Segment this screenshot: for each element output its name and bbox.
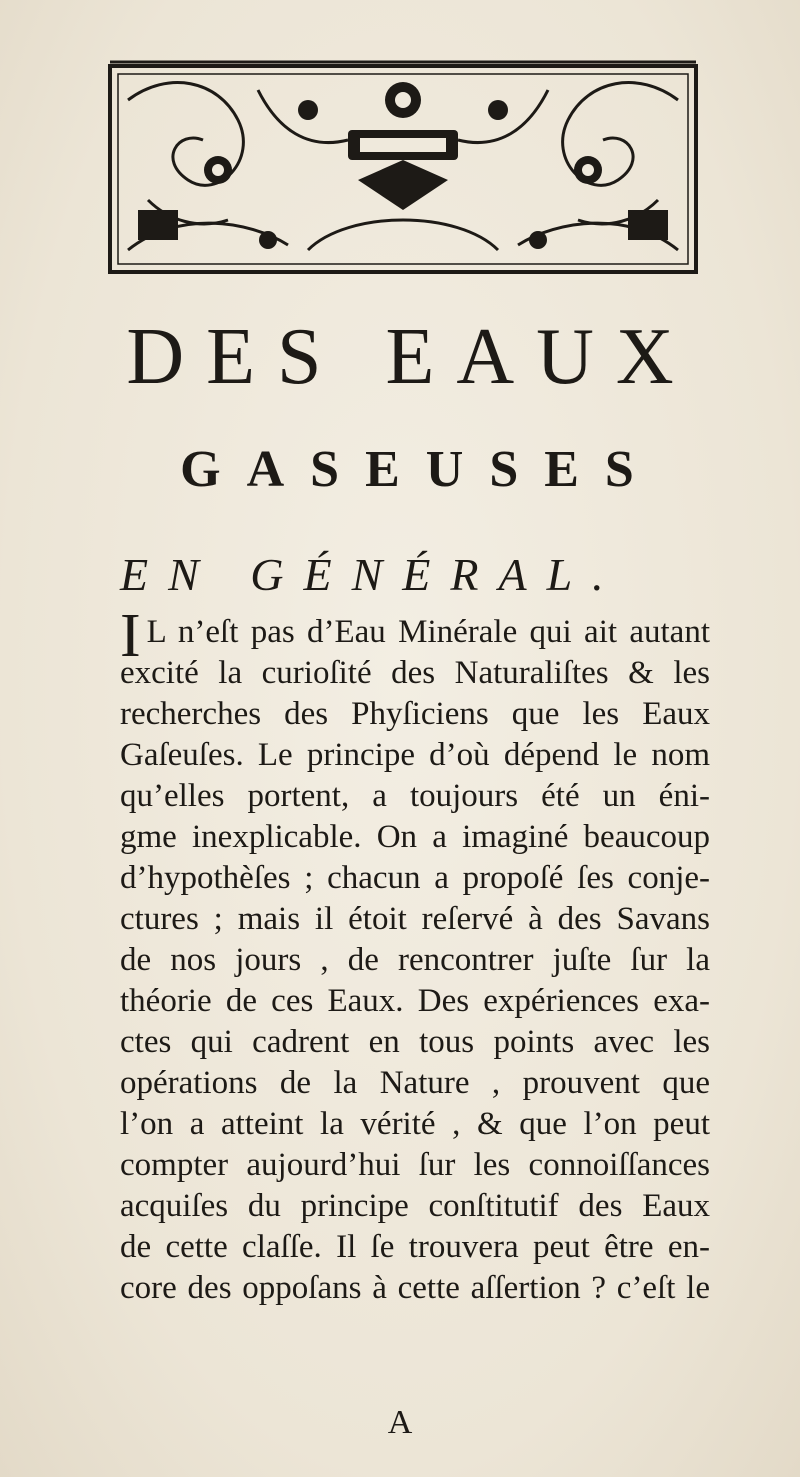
text-line: théorie de ces Eaux. Des expériences exa-	[120, 983, 710, 1019]
text-line: opérations de la Nature , prouvent que	[120, 1065, 710, 1101]
text-line: excité la curioſité des Naturaliſtes & les	[120, 655, 710, 691]
text-line: de nos jours , de rencontrer juſte ſur la	[120, 942, 710, 978]
text-line: l’on a atteint la vérité , & que l’on peut	[120, 1106, 710, 1142]
body-paragraph	[120, 602, 710, 1309]
section-heading: EN GÉNÉRAL.	[120, 549, 624, 600]
text-line: ctures ; mais il étoit reſervé à des Savans	[120, 901, 710, 937]
text-line-rest: L n’eſt pas d’Eau Minérale qui ait autant	[146, 614, 710, 650]
text-line: gme inexplicable. On a imaginé beaucoup	[120, 819, 710, 855]
text-line: acquiſes du principe conſtitutif des Eaux	[120, 1188, 710, 1224]
text-line: ctes qui cadrent en tous points avec les	[120, 1024, 710, 1060]
drop-cap: I	[120, 602, 141, 670]
text-line: qu’elles portent, a toujours été un éni-	[120, 778, 710, 814]
signature-mark: A	[387, 1404, 413, 1441]
text-line: compter aujourd’hui ſur les connoiſſances	[120, 1147, 710, 1183]
text-line: Gaſeuſes. Le principe d’où dépend le nom	[120, 737, 710, 773]
text-line: d’hypothèſes ; chacun a propoſé ſes conje-	[120, 860, 710, 896]
text-line	[120, 602, 710, 670]
text-line: de cette claſſe. Il ſe trouvera peut être en-	[120, 1229, 710, 1265]
text-line: core des oppoſans à cette aſſertion ? c’eſt le	[120, 1270, 710, 1306]
page-title: DES EAUX	[126, 313, 696, 401]
page-subtitle: GASEUSES	[180, 441, 660, 498]
text-line: recherches des Phyſiciens que les Eaux	[120, 696, 710, 732]
ornamental-headpiece-icon	[108, 60, 698, 278]
